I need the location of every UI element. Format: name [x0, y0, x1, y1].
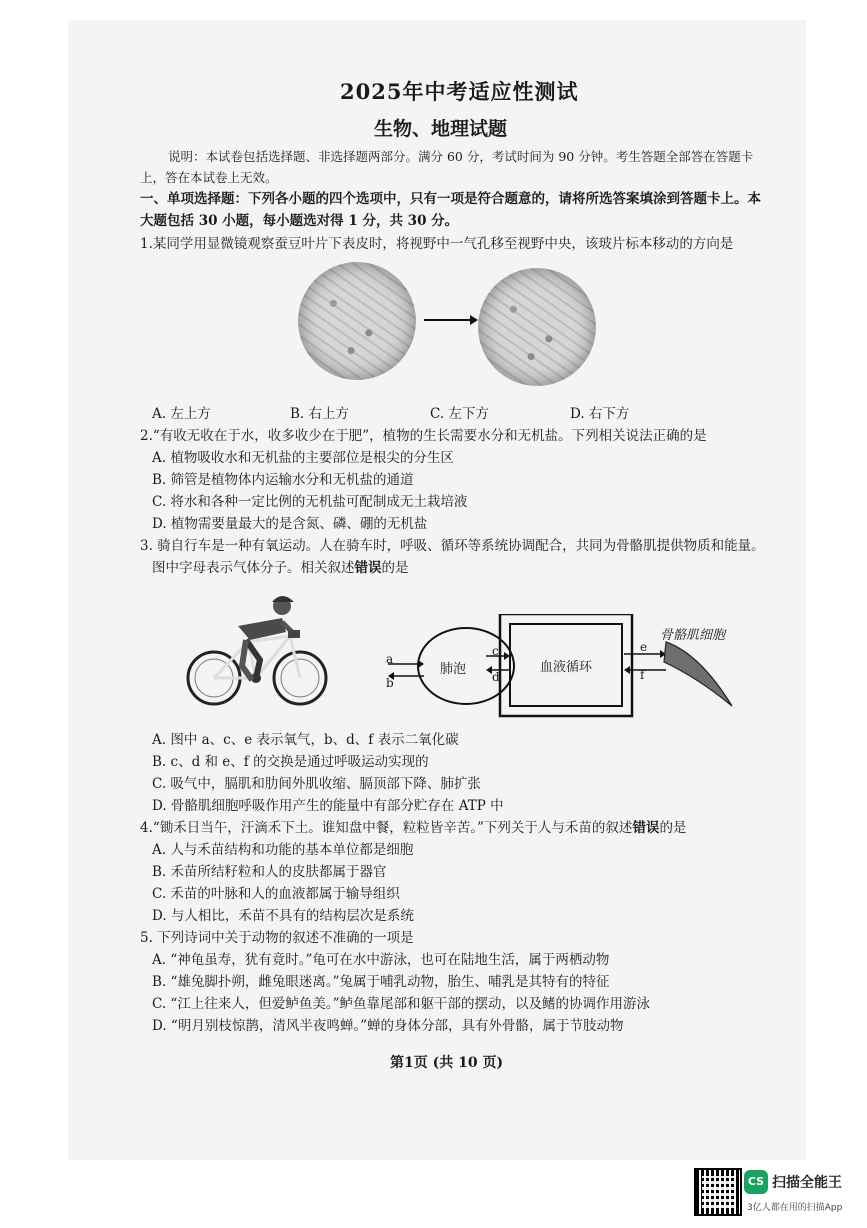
question-2-option-b: B. 筛管是植物体内运输水分和无机盐的通道 [152, 472, 414, 488]
question-5-option-c: C. “江上往来人，但爱鲈鱼美。”鲈鱼靠尾部和躯干部的摆动，以及鳍的协调作用游泳 [152, 996, 650, 1012]
muscle-cell-shape [664, 642, 732, 706]
gas-label-e: e [640, 640, 648, 654]
question-2-option-a: A. 植物吸收水和无机盐的主要部位是根尖的分生区 [152, 450, 454, 466]
question-4-option-b: B. 禾苗所结籽粒和人的皮肤都属于器官 [152, 864, 387, 880]
question-2-option-c: C. 将水和各种一定比例的无机盐可配制成无土栽培液 [152, 494, 468, 510]
microscope-view-before [298, 262, 416, 380]
question-3-option-c: C. 吸气中，膈肌和肋间外肌收缩、膈顶部下降、肺扩张 [152, 776, 481, 792]
microscope-view-after [478, 268, 596, 386]
question-2-stem: 2.“有收无收在于水，收多收少在于肥”，植物的生长需要水分和无机盐。下列相关说法正确的是 [140, 428, 707, 444]
question-4-option-c: C. 禾苗的叶脉和人的血液都属于输导组织 [152, 886, 400, 902]
exam-title: 2025年中考适应性测试 [340, 79, 579, 104]
gas-label-d: d [492, 670, 500, 684]
question-5-option-a: A. “神龟虽寿，犹有竟时。”龟可在水中游泳，也可在陆地生活，属于两栖动物 [152, 952, 610, 968]
scanner-app-tagline: 3亿人都在用的扫描App [747, 1203, 843, 1213]
question-3-stem-line1: 3. 骑自行车是一种有氧运动。人在骑车时，呼吸、循环等系统协调配合，共同为骨骼肌提供物质和能量。 [140, 538, 765, 554]
cyclist-illustration [186, 580, 332, 710]
question-3-option-b: B. c、d 和 e、f 的交换是通过呼吸运动实现的 [152, 754, 429, 770]
question-4-option-d: D. 与人相比，禾苗不具有的结构层次是系统 [152, 908, 414, 924]
question-5-option-d: D. “明月别枝惊鹊，清风半夜鸣蝉。”蝉的身体分部，具有外骨骼，属于节肢动物 [152, 1018, 624, 1034]
question-3-option-d: D. 骨骼肌细胞呼吸作用产生的能量中有部分贮存在 ATP 中 [152, 798, 504, 814]
question-2-option-d: D. 植物需要量最大的是含氮、磷、硼的无机盐 [152, 516, 428, 532]
question-3-option-a: A. 图中 a、c、e 表示氧气，b、d、f 表示二氧化碳 [152, 732, 459, 748]
alveolus-label: 肺泡 [440, 662, 467, 677]
question-3-stem-line2: 图中字母表示气体分子。相关叙述错误的是 [152, 560, 409, 576]
muscle-cell-label: 骨骼肌细胞 [660, 628, 726, 643]
section-heading: 一、单项选择题：下列各小题的四个选项中，只有一项是符合题意的，请将所选答案填涂到答题卡上。本大题包括 30 小题，每小题选对得 1 分，共 30 分。 [140, 191, 761, 229]
exam-subtitle: 生物、地理试题 [374, 118, 508, 140]
scanner-app-icon: CS [744, 1170, 768, 1194]
question-5-stem: 5. 下列诗词中关于动物的叙述不准确的一项是 [140, 930, 414, 946]
page-number: 第1页 (共 10 页) [390, 1055, 504, 1071]
gas-label-a: a [386, 652, 394, 666]
scanner-app-name: 扫描全能王 [772, 1175, 842, 1191]
gas-label-b: b [386, 676, 394, 690]
question-4-stem: 4.“锄禾日当午，汗滴禾下土。谁知盘中餐，粒粒皆辛苦。”下列关于人与禾苗的叙述错误的是 [140, 820, 687, 836]
arrow-icon [422, 310, 478, 330]
question-1-option-c: C. 左下方 [430, 406, 489, 422]
question-4-option-a: A. 人与禾苗结构和功能的基本单位都是细胞 [152, 842, 414, 858]
question-1-option-d: D. 右下方 [570, 406, 630, 422]
qr-code [696, 1170, 740, 1214]
question-1-option-b: B. 右上方 [290, 406, 350, 422]
gas-label-c: c [492, 644, 499, 658]
exam-instructions: 说明：本试卷包括选择题、非选择题两部分。满分 60 分，考试时间为 90 分钟。考生答题全部答在答题卡上，答在本试卷上无效。 [140, 149, 754, 185]
question-1-option-a: A. 左上方 [152, 406, 211, 422]
gas-label-f: f [640, 668, 645, 682]
question-5-option-b: B. “雄兔脚扑朔，雌兔眼迷离。”兔属于哺乳动物，胎生、哺乳是其特有的特征 [152, 974, 610, 990]
question-1-stem: 1.某同学用显微镜观察蚕豆叶片下表皮时，将视野中一气孔移至视野中央，该玻片标本移动的方向是 [140, 236, 734, 252]
circulation-label: 血液循环 [540, 660, 593, 675]
